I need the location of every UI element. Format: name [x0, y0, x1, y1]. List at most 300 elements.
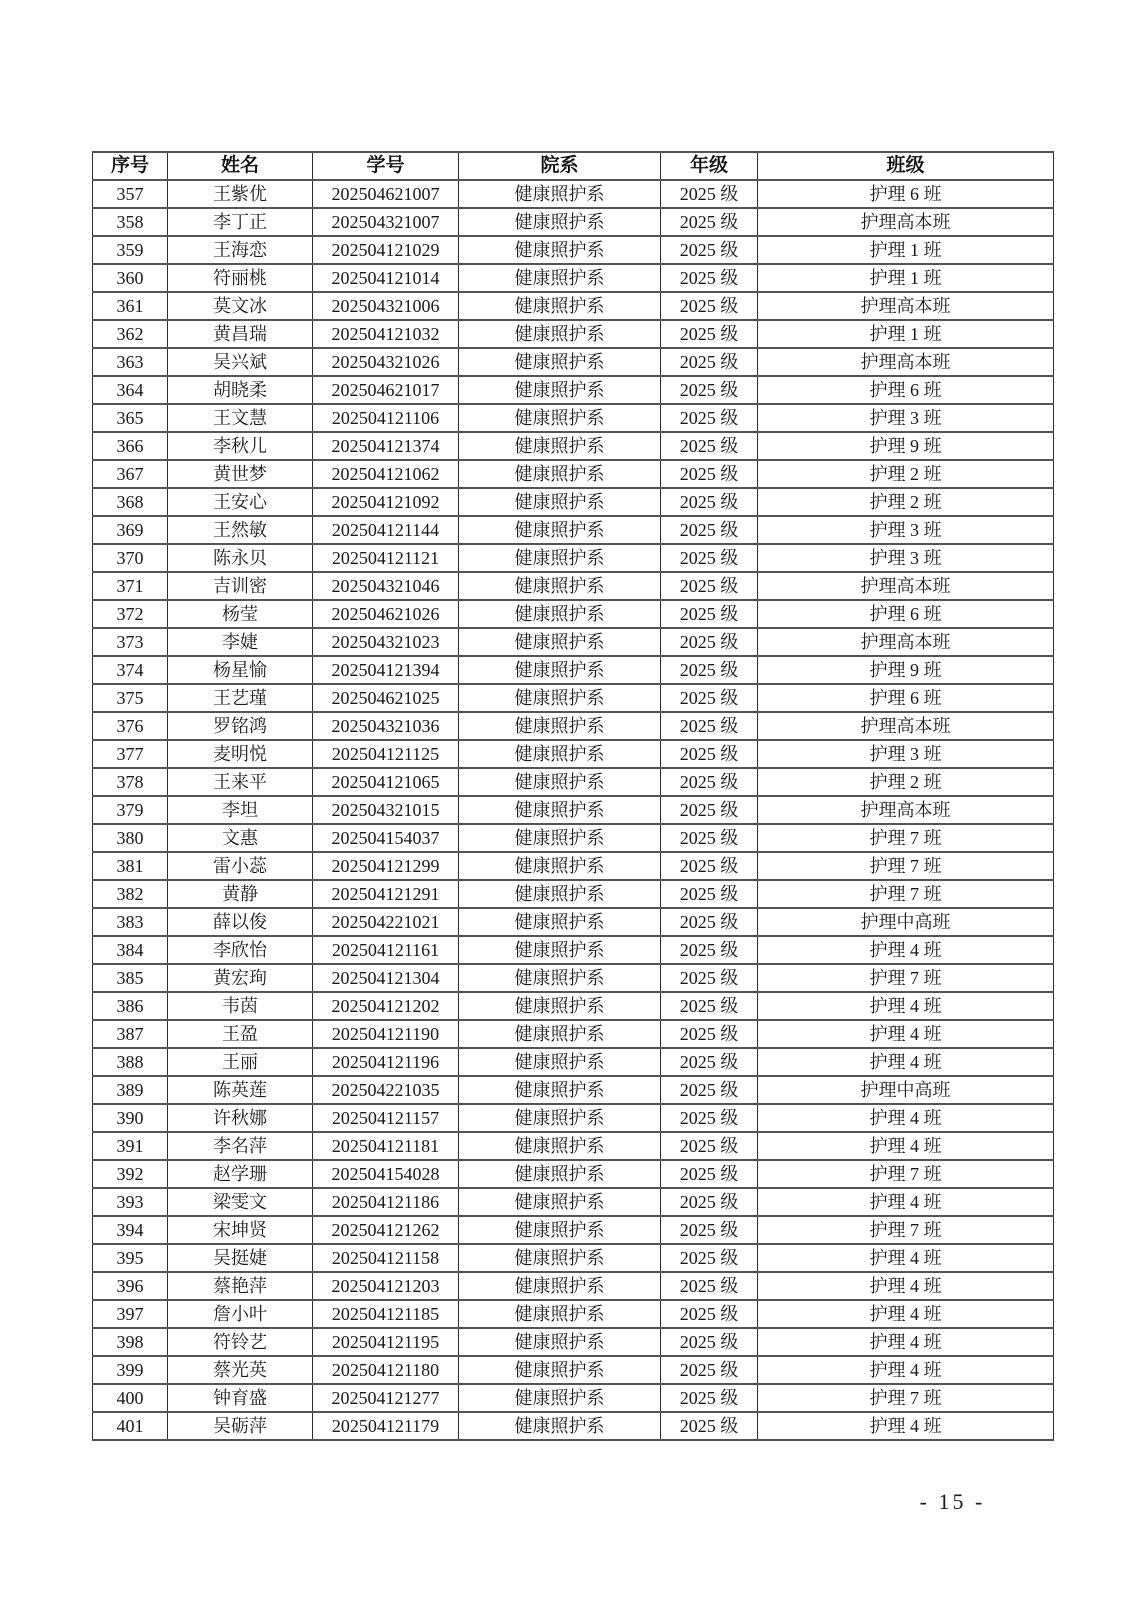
cell-index: 388	[93, 1048, 168, 1076]
cell-grade: 2025 级	[661, 488, 758, 516]
cell-department: 健康照护系	[459, 740, 661, 768]
table-row	[93, 656, 1054, 684]
table-row	[93, 1132, 1054, 1160]
table-row	[93, 460, 1054, 488]
cell-student-id: 202504121121	[313, 544, 459, 572]
cell-student-id: 202504221021	[313, 908, 459, 936]
cell-grade: 2025 级	[661, 236, 758, 264]
cell-index: 376	[93, 712, 168, 740]
cell-department: 健康照护系	[459, 1048, 661, 1076]
cell-index: 398	[93, 1328, 168, 1356]
cell-grade: 2025 级	[661, 684, 758, 712]
cell-index: 385	[93, 964, 168, 992]
cell-class: 护理高本班	[758, 628, 1054, 656]
cell-class: 护理 3 班	[758, 740, 1054, 768]
table-row	[93, 1104, 1054, 1132]
cell-grade: 2025 级	[661, 880, 758, 908]
cell-name: 雷小蕊	[168, 852, 313, 880]
cell-grade: 2025 级	[661, 1048, 758, 1076]
cell-grade: 2025 级	[661, 628, 758, 656]
cell-department: 健康照护系	[459, 964, 661, 992]
table-row	[93, 488, 1054, 516]
cell-class: 护理 2 班	[758, 460, 1054, 488]
cell-index: 382	[93, 880, 168, 908]
cell-student-id: 202504321026	[313, 348, 459, 376]
cell-name: 王紫优	[168, 180, 313, 208]
table-row	[93, 768, 1054, 796]
column-header-name: 姓名	[168, 152, 313, 180]
cell-student-id: 202504154037	[313, 824, 459, 852]
cell-index: 377	[93, 740, 168, 768]
cell-grade: 2025 级	[661, 712, 758, 740]
cell-index: 390	[93, 1104, 168, 1132]
cell-department: 健康照护系	[459, 572, 661, 600]
cell-name: 黄世梦	[168, 460, 313, 488]
cell-index: 360	[93, 264, 168, 292]
cell-index: 401	[93, 1412, 168, 1440]
cell-student-id: 202504121106	[313, 404, 459, 432]
cell-grade: 2025 级	[661, 740, 758, 768]
cell-student-id: 202504121203	[313, 1272, 459, 1300]
cell-department: 健康照护系	[459, 768, 661, 796]
cell-department: 健康照护系	[459, 1132, 661, 1160]
cell-name: 李坦	[168, 796, 313, 824]
table-row	[93, 908, 1054, 936]
cell-index: 367	[93, 460, 168, 488]
column-header-grade: 年级	[661, 152, 758, 180]
table-row	[93, 796, 1054, 824]
cell-index: 361	[93, 292, 168, 320]
cell-name: 詹小叶	[168, 1300, 313, 1328]
cell-department: 健康照护系	[459, 1216, 661, 1244]
cell-student-id: 202504121144	[313, 516, 459, 544]
cell-student-id: 202504621025	[313, 684, 459, 712]
cell-name: 王盈	[168, 1020, 313, 1048]
cell-name: 胡晓柔	[168, 376, 313, 404]
cell-class: 护理高本班	[758, 208, 1054, 236]
cell-department: 健康照护系	[459, 1160, 661, 1188]
cell-department: 健康照护系	[459, 600, 661, 628]
cell-name: 吉训密	[168, 572, 313, 600]
cell-department: 健康照护系	[459, 852, 661, 880]
table-row	[93, 180, 1054, 208]
cell-department: 健康照护系	[459, 264, 661, 292]
cell-grade: 2025 级	[661, 1132, 758, 1160]
cell-grade: 2025 级	[661, 1272, 758, 1300]
cell-index: 363	[93, 348, 168, 376]
cell-student-id: 202504121195	[313, 1328, 459, 1356]
cell-index: 372	[93, 600, 168, 628]
table-row	[93, 1188, 1054, 1216]
cell-class: 护理高本班	[758, 796, 1054, 824]
table-row	[93, 1076, 1054, 1104]
cell-class: 护理 4 班	[758, 1020, 1054, 1048]
cell-department: 健康照护系	[459, 544, 661, 572]
cell-grade: 2025 级	[661, 1300, 758, 1328]
cell-department: 健康照护系	[459, 320, 661, 348]
cell-class: 护理高本班	[758, 712, 1054, 740]
table-row	[93, 684, 1054, 712]
cell-department: 健康照护系	[459, 992, 661, 1020]
cell-index: 358	[93, 208, 168, 236]
cell-index: 359	[93, 236, 168, 264]
cell-class: 护理 1 班	[758, 264, 1054, 292]
cell-grade: 2025 级	[661, 1356, 758, 1384]
cell-name: 李秋儿	[168, 432, 313, 460]
cell-student-id: 202504321006	[313, 292, 459, 320]
cell-department: 健康照护系	[459, 292, 661, 320]
cell-name: 罗铭鸿	[168, 712, 313, 740]
cell-student-id: 202504121125	[313, 740, 459, 768]
cell-class: 护理 4 班	[758, 1412, 1054, 1440]
cell-name: 李丁正	[168, 208, 313, 236]
cell-department: 健康照护系	[459, 1020, 661, 1048]
cell-department: 健康照护系	[459, 432, 661, 460]
cell-class: 护理 7 班	[758, 1384, 1054, 1412]
table-row	[93, 208, 1054, 236]
cell-class: 护理中高班	[758, 908, 1054, 936]
cell-index: 395	[93, 1244, 168, 1272]
cell-student-id: 202504121014	[313, 264, 459, 292]
cell-department: 健康照护系	[459, 376, 661, 404]
cell-index: 373	[93, 628, 168, 656]
cell-index: 394	[93, 1216, 168, 1244]
cell-department: 健康照护系	[459, 180, 661, 208]
cell-grade: 2025 级	[661, 936, 758, 964]
cell-student-id: 202504321023	[313, 628, 459, 656]
cell-class: 护理 9 班	[758, 656, 1054, 684]
cell-grade: 2025 级	[661, 572, 758, 600]
cell-name: 杨星愉	[168, 656, 313, 684]
cell-grade: 2025 级	[661, 292, 758, 320]
cell-student-id: 202504321015	[313, 796, 459, 824]
cell-grade: 2025 级	[661, 544, 758, 572]
cell-student-id: 202504121092	[313, 488, 459, 516]
cell-grade: 2025 级	[661, 432, 758, 460]
cell-class: 护理 2 班	[758, 768, 1054, 796]
cell-grade: 2025 级	[661, 1244, 758, 1272]
cell-index: 392	[93, 1160, 168, 1188]
cell-name: 符铃艺	[168, 1328, 313, 1356]
table-row	[93, 1244, 1054, 1272]
cell-department: 健康照护系	[459, 236, 661, 264]
table-row	[93, 404, 1054, 432]
table-row	[93, 1384, 1054, 1412]
cell-class: 护理 4 班	[758, 1356, 1054, 1384]
cell-grade: 2025 级	[661, 264, 758, 292]
cell-department: 健康照护系	[459, 656, 661, 684]
cell-grade: 2025 级	[661, 1104, 758, 1132]
cell-student-id: 202504221035	[313, 1076, 459, 1104]
cell-student-id: 202504154028	[313, 1160, 459, 1188]
cell-grade: 2025 级	[661, 796, 758, 824]
cell-department: 健康照护系	[459, 1300, 661, 1328]
cell-grade: 2025 级	[661, 516, 758, 544]
cell-name: 文惠	[168, 824, 313, 852]
table-row	[93, 320, 1054, 348]
cell-department: 健康照护系	[459, 880, 661, 908]
cell-index: 368	[93, 488, 168, 516]
cell-class: 护理高本班	[758, 572, 1054, 600]
cell-grade: 2025 级	[661, 180, 758, 208]
cell-class: 护理 4 班	[758, 1132, 1054, 1160]
cell-student-id: 202504121277	[313, 1384, 459, 1412]
cell-index: 370	[93, 544, 168, 572]
cell-department: 健康照护系	[459, 516, 661, 544]
cell-department: 健康照护系	[459, 1104, 661, 1132]
cell-class: 护理 6 班	[758, 684, 1054, 712]
cell-student-id: 202504321007	[313, 208, 459, 236]
cell-student-id: 202504321036	[313, 712, 459, 740]
table-row	[93, 964, 1054, 992]
table-row	[93, 628, 1054, 656]
cell-department: 健康照护系	[459, 908, 661, 936]
cell-name: 李名萍	[168, 1132, 313, 1160]
cell-department: 健康照护系	[459, 208, 661, 236]
cell-name: 黄静	[168, 880, 313, 908]
cell-index: 374	[93, 656, 168, 684]
cell-grade: 2025 级	[661, 376, 758, 404]
cell-name: 王艺瑾	[168, 684, 313, 712]
cell-name: 王来平	[168, 768, 313, 796]
cell-grade: 2025 级	[661, 1076, 758, 1104]
cell-name: 宋坤贤	[168, 1216, 313, 1244]
cell-student-id: 202504121180	[313, 1356, 459, 1384]
cell-grade: 2025 级	[661, 824, 758, 852]
cell-department: 健康照护系	[459, 1412, 661, 1440]
cell-department: 健康照护系	[459, 1356, 661, 1384]
cell-department: 健康照护系	[459, 1272, 661, 1300]
cell-department: 健康照护系	[459, 796, 661, 824]
table-row	[93, 432, 1054, 460]
cell-student-id: 202504121029	[313, 236, 459, 264]
cell-index: 393	[93, 1188, 168, 1216]
cell-student-id: 202504121158	[313, 1244, 459, 1272]
table-row	[93, 1356, 1054, 1384]
cell-student-id: 202504121299	[313, 852, 459, 880]
cell-name: 李欣怡	[168, 936, 313, 964]
table-row	[93, 1412, 1054, 1440]
cell-class: 护理 4 班	[758, 1244, 1054, 1272]
cell-student-id: 202504121291	[313, 880, 459, 908]
cell-department: 健康照护系	[459, 1244, 661, 1272]
cell-index: 369	[93, 516, 168, 544]
cell-grade: 2025 级	[661, 1328, 758, 1356]
cell-index: 357	[93, 180, 168, 208]
cell-index: 391	[93, 1132, 168, 1160]
cell-class: 护理 7 班	[758, 852, 1054, 880]
cell-class: 护理 7 班	[758, 824, 1054, 852]
cell-grade: 2025 级	[661, 460, 758, 488]
cell-class: 护理 3 班	[758, 516, 1054, 544]
cell-student-id: 202504621007	[313, 180, 459, 208]
cell-class: 护理 3 班	[758, 544, 1054, 572]
cell-index: 399	[93, 1356, 168, 1384]
cell-student-id: 202504621026	[313, 600, 459, 628]
cell-name: 王文慧	[168, 404, 313, 432]
table-row	[93, 376, 1054, 404]
cell-class: 护理 7 班	[758, 964, 1054, 992]
cell-name: 赵学珊	[168, 1160, 313, 1188]
cell-name: 杨莹	[168, 600, 313, 628]
table-row	[93, 544, 1054, 572]
cell-class: 护理 7 班	[758, 1216, 1054, 1244]
cell-name: 李婕	[168, 628, 313, 656]
cell-grade: 2025 级	[661, 1188, 758, 1216]
cell-name: 陈英莲	[168, 1076, 313, 1104]
cell-class: 护理 4 班	[758, 1048, 1054, 1076]
cell-name: 王海恋	[168, 236, 313, 264]
table-row	[93, 852, 1054, 880]
table-row	[93, 264, 1054, 292]
cell-name: 黄宏珣	[168, 964, 313, 992]
cell-index: 389	[93, 1076, 168, 1104]
cell-student-id: 202504121196	[313, 1048, 459, 1076]
cell-name: 钟育盛	[168, 1384, 313, 1412]
column-header-department: 院系	[459, 152, 661, 180]
cell-student-id: 202504121185	[313, 1300, 459, 1328]
cell-grade: 2025 级	[661, 208, 758, 236]
cell-name: 王然敏	[168, 516, 313, 544]
cell-index: 380	[93, 824, 168, 852]
cell-grade: 2025 级	[661, 600, 758, 628]
cell-grade: 2025 级	[661, 852, 758, 880]
cell-class: 护理高本班	[758, 292, 1054, 320]
cell-index: 362	[93, 320, 168, 348]
cell-student-id: 202504321046	[313, 572, 459, 600]
table-row	[93, 1216, 1054, 1244]
cell-grade: 2025 级	[661, 404, 758, 432]
cell-department: 健康照护系	[459, 628, 661, 656]
table-header-row	[93, 152, 1054, 180]
cell-index: 384	[93, 936, 168, 964]
cell-department: 健康照护系	[459, 936, 661, 964]
cell-grade: 2025 级	[661, 964, 758, 992]
cell-name: 符丽桃	[168, 264, 313, 292]
cell-index: 381	[93, 852, 168, 880]
cell-index: 387	[93, 1020, 168, 1048]
table-body	[93, 180, 1054, 1440]
table-row	[93, 572, 1054, 600]
cell-class: 护理 4 班	[758, 936, 1054, 964]
cell-student-id: 202504621017	[313, 376, 459, 404]
cell-index: 378	[93, 768, 168, 796]
cell-index: 397	[93, 1300, 168, 1328]
table-row	[93, 236, 1054, 264]
cell-class: 护理 4 班	[758, 1104, 1054, 1132]
cell-index: 383	[93, 908, 168, 936]
cell-student-id: 202504121062	[313, 460, 459, 488]
cell-student-id: 202504121161	[313, 936, 459, 964]
cell-name: 梁雯文	[168, 1188, 313, 1216]
cell-name: 吴兴斌	[168, 348, 313, 376]
cell-department: 健康照护系	[459, 488, 661, 516]
cell-index: 366	[93, 432, 168, 460]
cell-name: 吴挺婕	[168, 1244, 313, 1272]
cell-student-id: 202504121157	[313, 1104, 459, 1132]
cell-class: 护理 6 班	[758, 376, 1054, 404]
cell-department: 健康照护系	[459, 1384, 661, 1412]
table-header	[93, 152, 1054, 180]
cell-department: 健康照护系	[459, 684, 661, 712]
cell-department: 健康照护系	[459, 460, 661, 488]
cell-name: 蔡光英	[168, 1356, 313, 1384]
cell-grade: 2025 级	[661, 320, 758, 348]
cell-student-id: 202504121181	[313, 1132, 459, 1160]
cell-department: 健康照护系	[459, 712, 661, 740]
cell-name: 许秋娜	[168, 1104, 313, 1132]
cell-class: 护理 6 班	[758, 600, 1054, 628]
cell-class: 护理中高班	[758, 1076, 1054, 1104]
cell-student-id: 202504121186	[313, 1188, 459, 1216]
column-header-index: 序号	[93, 152, 168, 180]
column-header-class: 班级	[758, 152, 1054, 180]
student-roster-table	[92, 151, 1054, 1441]
table-row	[93, 936, 1054, 964]
cell-class: 护理 4 班	[758, 1188, 1054, 1216]
cell-index: 375	[93, 684, 168, 712]
cell-index: 396	[93, 1272, 168, 1300]
cell-index: 364	[93, 376, 168, 404]
cell-grade: 2025 级	[661, 1020, 758, 1048]
cell-student-id: 202504121190	[313, 1020, 459, 1048]
cell-index: 371	[93, 572, 168, 600]
cell-student-id: 202504121179	[313, 1412, 459, 1440]
cell-name: 王安心	[168, 488, 313, 516]
table-row	[93, 740, 1054, 768]
cell-index: 386	[93, 992, 168, 1020]
cell-class: 护理 4 班	[758, 1300, 1054, 1328]
table-row	[93, 824, 1054, 852]
cell-class: 护理 7 班	[758, 880, 1054, 908]
column-header-student-id: 学号	[313, 152, 459, 180]
cell-class: 护理 4 班	[758, 1328, 1054, 1356]
page-number: - 15 -	[919, 1489, 986, 1514]
cell-class: 护理 4 班	[758, 992, 1054, 1020]
cell-grade: 2025 级	[661, 992, 758, 1020]
cell-index: 400	[93, 1384, 168, 1412]
cell-class: 护理 6 班	[758, 180, 1054, 208]
cell-name: 麦明悦	[168, 740, 313, 768]
cell-class: 护理高本班	[758, 348, 1054, 376]
cell-student-id: 202504121032	[313, 320, 459, 348]
cell-name: 王丽	[168, 1048, 313, 1076]
table-row	[93, 1160, 1054, 1188]
cell-class: 护理 1 班	[758, 236, 1054, 264]
cell-department: 健康照护系	[459, 404, 661, 432]
cell-student-id: 202504121304	[313, 964, 459, 992]
table-row	[93, 1300, 1054, 1328]
cell-department: 健康照护系	[459, 348, 661, 376]
cell-grade: 2025 级	[661, 656, 758, 684]
cell-student-id: 202504121374	[313, 432, 459, 460]
cell-name: 蔡艳萍	[168, 1272, 313, 1300]
cell-name: 陈永贝	[168, 544, 313, 572]
cell-name: 吴砺萍	[168, 1412, 313, 1440]
cell-grade: 2025 级	[661, 1384, 758, 1412]
table-row	[93, 348, 1054, 376]
cell-student-id: 202504121202	[313, 992, 459, 1020]
cell-department: 健康照护系	[459, 824, 661, 852]
cell-name: 黄昌瑞	[168, 320, 313, 348]
table-row	[93, 1272, 1054, 1300]
table-row	[93, 600, 1054, 628]
table-row	[93, 1048, 1054, 1076]
cell-grade: 2025 级	[661, 348, 758, 376]
cell-student-id: 202504121262	[313, 1216, 459, 1244]
cell-class: 护理 2 班	[758, 488, 1054, 516]
cell-class: 护理 4 班	[758, 1272, 1054, 1300]
